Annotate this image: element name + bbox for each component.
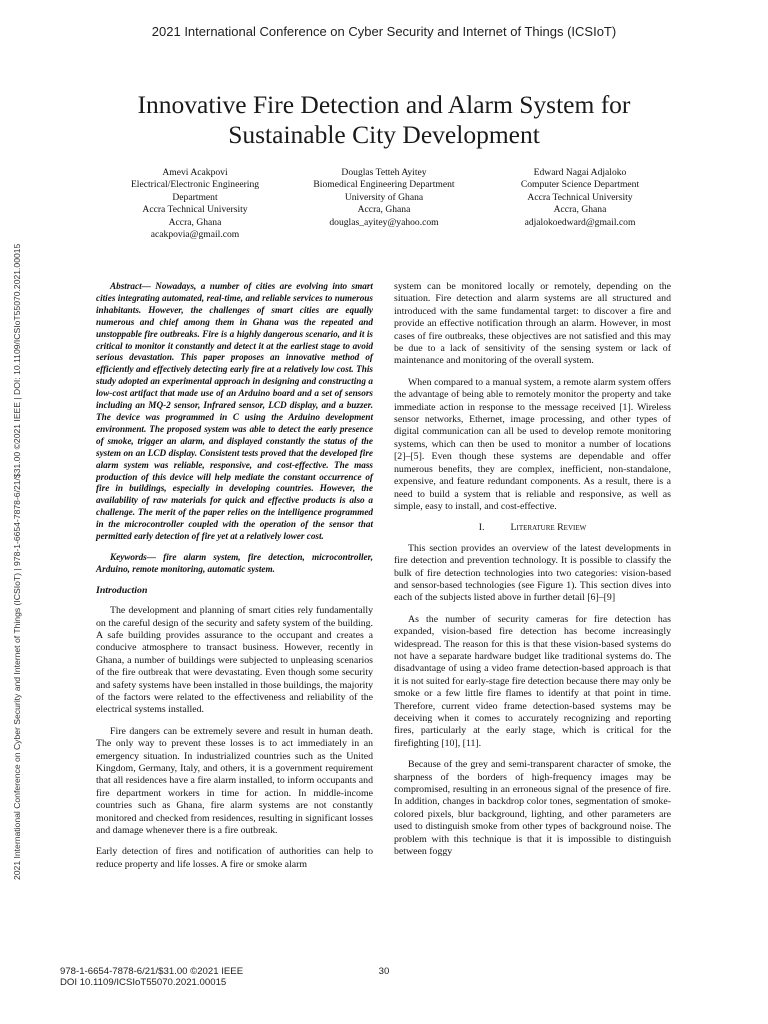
body-paragraph: Early detection of fires and notification of authorities can help to reduce property and life losses. A fire or smoke alarm [96,846,373,870]
section-title: Literature Review [510,522,587,534]
author-institution: University of Ghana [344,191,424,203]
author-institution: Accra Technical University [142,204,248,216]
footer-isbn: 978-1-6654-7878-6/21/$31.00 ©2021 IEEE [60,966,244,977]
author-name: Douglas Tetteh Ayitey [341,167,427,178]
side-identifier [12,160,26,880]
keywords-text: fire alarm system, fire detection, microcontroller, Arduino, remote monitoring, automatic system. [96,551,373,574]
body-paragraph: system can be monitored locally or remotely, depending on the situation. Fire detection and alarm systems are all structured and introduced with the same fundamental target: to discover a fire and provide an effective notification through an alarm. However, in most cases of fire outbreaks, these objectives are not satisfied and this may be due to a lack of sensitivity of the sensing system or lack of maintenance and monitoring of the overall system. [394,281,671,367]
body-paragraph: This section provides an overview of the latest developments in fire detection and prevention technology. It is possible to classify the bulk of fire detection technologies into two categories: vision-based and sensor-based technologies (see Figure 1). This section dives into each of the subjects listed above in further detail [6]–[9] [394,542,671,604]
introduction-heading: Introduction [96,584,148,596]
author-department: Biomedical Engineering Department [313,179,455,191]
author-email: douglas_ayitey@yahoo.com [329,216,439,228]
title-line-2: Sustainable City Development [228,120,540,149]
author-block-1 [95,167,295,241]
author-block-3 [480,167,680,229]
author-name: Edward Nagai Adjaloko [533,167,627,178]
footer-doi: DOI 10.1109/ICSIoT55070.2021.00015 [60,977,227,988]
author-email: adjalokoedward@gmail.com [524,216,636,228]
section-heading [394,522,671,534]
right-column [394,281,671,867]
author-institution: Accra Technical University [527,191,633,203]
body-paragraph: When compared to a manual system, a remote alarm system offers the advantage of being able to remotely monitor the property and take immediate action in response to the message received [1]. Wireless sensor networks, Ethernet, image processing, and other types of digital communication can all be used to develop remote monitoring systems, which can then be used to monitor a number of locations [2]–[5]. Even though these systems are dependable and offer numerous benefits, they are complex, inefficient, non-standalone, expensive, and feature redundant components. As a result, there is a need to build a system that is reliable and responsive, as well as simple, easy to install, and cost-effective. [394,376,671,512]
abstract-label: Abstract— [110,281,151,291]
author-location: Accra, Ghana [357,204,411,216]
side-identifier-text: 2021 International Conference on Cyber Security and Internet of Things (ICSIoT) | 978-1-6654-7878-6/21/$31.00 ©2021 IEEE | DOI: 10.1109/ICSIoT55070.2021.00015 [12,243,22,880]
paper-title [84,90,684,150]
body-paragraph: As the number of security cameras for fire detection has expanded, vision-based fire detection has become increasingly widespread. The reason for this is that these vision-based systems do not have a separate hardware budget like traditional systems do. The disadvantage of using a video frame detection-based approach is that it is not suited for early-stage fire detection because there may only be smoke or a few little fire flames to identify at that point in time. Therefore, current video frame detection-based systems may be deceiving when it comes to accurately recognizing and reporting fires, particularly at the early stage, which is critical for the firefighting [10], [11]. [394,613,671,749]
author-name: Amevi Acakpovi [162,167,228,178]
author-department: Electrical/Electronic Engineering [130,179,260,191]
body-paragraph: The development and planning of smart cities rely fundamentally on the careful design of the security and safety system of the building. A safe building provides assurance to the occupant and creates a conducive atmosphere to transact business. However, recently in Ghana, a number of buildings were subjected to unpleasing scenarios of the fire outbreak that were devastating. Even though some security and safety systems have been installed in those buildings, the majority of the factors were related to the effectiveness and reliability of the electrical systems installed. [96,605,373,716]
author-department: Computer Science Department [520,179,640,191]
page-number: 30 [378,966,390,977]
body-paragraph: Fire dangers can be extremely severe and result in human death. The only way to prevent these losses is to act immediately in an emergency situation. In industrialized countries such as the United Kingdom, Germany, Italy, and others, it is a government requirement that all residences have a fire alarm installed, to inform occupants and fire department workers in time for action. In middle-income countries such as Ghana, fire alarm systems are not constantly monitored and checked from residences, resulting in significant losses and damage whenever there is a fire outbreak. [96,725,373,837]
conference-header: 2021 International Conference on Cyber Security and Internet of Things (ICSIoT) [151,24,617,39]
left-column [96,281,373,880]
author-block-2 [284,167,484,229]
author-department-cont: Department [172,191,218,203]
author-email: acakpovia@gmail.com [150,229,240,241]
title-line-1: Innovative Fire Detection and Alarm System for [137,90,631,119]
abstract-text: Nowadays, a number of cities are evolving into smart cities integrating automated, real-time, and reliable services to numerous inhabitants. However, the challenges of smart cities are equally numerous and chief among them in Ghana was the repeated and unstoppable fire outbreaks. Fire is a highly dangerous scenario, and it is critical to monitor it constantly and detect it at the earliest stage to avoid serious devastation. This paper proposes an innovative method of efficiently and effectively detecting early fire at a relatively low cost. This study adopted an experimental approach in designing and constructing a low-cost artifact that made use of an Arduino board and a set of sensors including an MQ-2 sensor, Infrared sensor, LCD display, and a buzzer. The device was programmed in C using the Arduino development environment. The proposed system was able to detect the early presence of smoke, trigger an alarm, and displayed constantly the status of the system on an LCD display. Consistent tests proved that the developed fire alarm system was reliable, responsive, and cost-effective. The mass production of this device will help mediate the constant occurrence of fire in buildings, especially in developing countries. However, the availability of raw materials for quick and effective products is also a challenge. The merit of the paper relies on the intelligence programmed in the microcontroller coupled with the operation of the sensor that permitted early detection of fire yet at a relatively lower cost. [96,281,373,542]
body-paragraph: Because of the grey and semi-transparent character of smoke, the sharpness of the borders of high-frequency images may be compromised, resulting in an erroneous signal of the presence of fire. In addition, changes in backdrop color tones, segmentation of smoke-colored pixels, blur background, lighting, and other parameters are used to distinguish smoke from other types of background noise. The problem with this technique is that it is impossible to distinguish between foggy [394,759,671,858]
author-location: Accra, Ghana [168,216,222,228]
author-location: Accra, Ghana [553,204,607,216]
abstract [96,281,373,543]
section-number: I. [478,522,485,534]
keywords [96,552,373,576]
keywords-label: Keywords— [110,551,156,562]
